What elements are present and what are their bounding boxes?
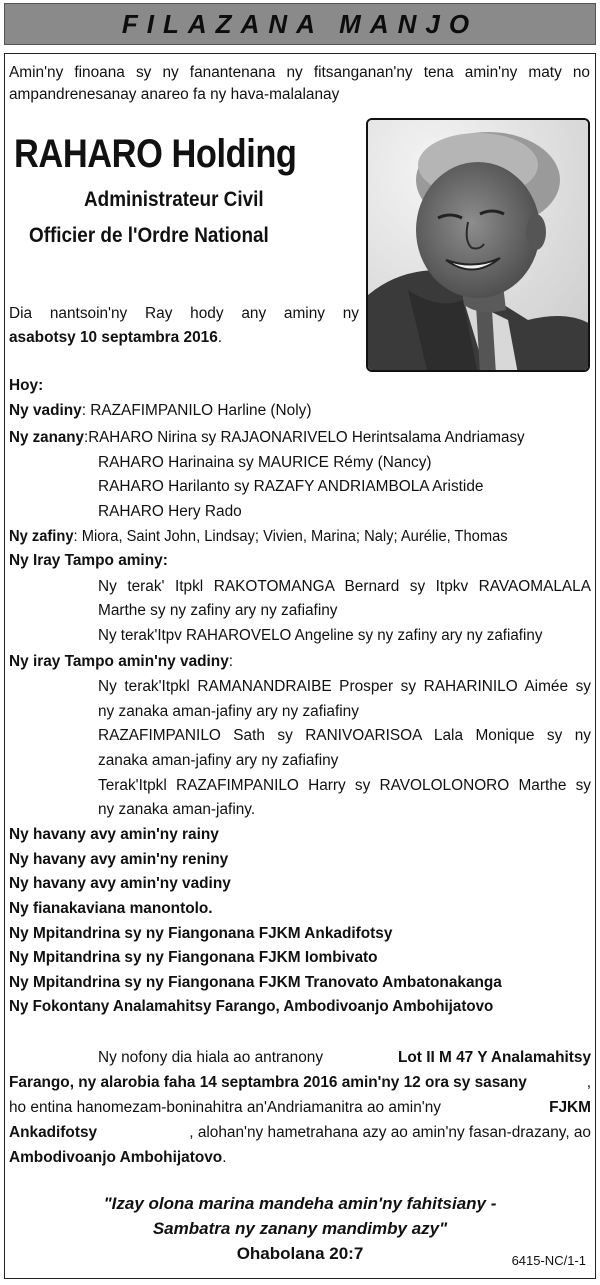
zanany-item: RAHARO Harilanto sy RAZAFY ANDRIAMBOLA Aristide <box>98 478 484 495</box>
iray-tampo-vadiny-item: ny zanaka aman-jafiny. <box>98 801 256 818</box>
funeral-burial: , alohan'ny hametrahana azy ao amin'ny fasan-drazany, ao <box>189 1124 591 1141</box>
zanany-item: :RAHARO Nirina sy RAJAONARIVELO Herintsalama Andriamasy <box>83 429 525 446</box>
funeral-line-5 <box>9 1146 226 1171</box>
funeral-line-1 <box>98 1046 591 1071</box>
iray-tampo-colon: : <box>162 552 168 569</box>
quote-reference: Ohabolana 20:7 <box>236 1244 364 1263</box>
notice-code: 6415-NC/1-1 <box>511 1253 586 1268</box>
funeral-date-time: Farango, ny alarobia faha 14 septambra 2016 amin'ny 12 ora sy sasany <box>9 1074 527 1091</box>
other-family-item: Ny Fokontany Analamahitsy Farango, Ambodivoanjo Ambohijatovo <box>9 998 494 1015</box>
death-date-line <box>9 326 222 351</box>
header-banner <box>4 3 596 45</box>
other-family-item: Ny Mpitandrina sy ny Fiangonana FJKM Iombivato <box>9 949 378 966</box>
other-family-item: Ny Mpitandrina sy ny Fiangonana FJKM Tranovato Ambatonakanga <box>9 974 502 991</box>
other-family-item: Ny havany avy amin'ny rainy <box>9 826 219 843</box>
iray-tampo-vadiny-item: Ny terak'Itpkl RAMANANDRAIBE Prosper sy RAHARINILO Aimée sy <box>98 678 591 695</box>
zanany-label: Ny zanany <box>9 429 84 446</box>
vadiny-line <box>9 399 311 424</box>
iray-tampo-vadiny-item: zanaka aman-jafiny ary ny zafiafiny <box>98 752 339 769</box>
funeral-purpose: ho entina hanomezam-boninahitra an'Andriamanitra ao amin'ny <box>9 1099 441 1116</box>
iray-tampo-vadiny-item: ny zanaka aman-jafiny ary ny zafiafiny <box>98 703 359 720</box>
iray-tampo-vadiny-item: RAZAFIMPANILO Sath sy RANIVOARISOA Lala Monique sy ny <box>98 727 591 744</box>
death-date-end: . <box>217 329 223 346</box>
portrait-photo <box>366 118 590 372</box>
header-title: FILAZANA MANJO <box>121 8 479 39</box>
funeral-burial-place: Ambodivoanjo Ambohijatovo <box>9 1149 223 1166</box>
deceased-name: RAHARO Holding <box>14 132 297 176</box>
hoy-label: Hoy: <box>9 377 44 394</box>
funeral-line-4 <box>9 1121 591 1146</box>
funeral-church-2: Ankadifotsy <box>9 1124 98 1141</box>
funeral-date-end: , <box>586 1074 591 1091</box>
deceased-title-1: Administrateur Civil <box>84 188 264 211</box>
funeral-location: Lot II M 47 Y Analamahitsy <box>397 1049 591 1066</box>
funeral-end: . <box>222 1149 227 1166</box>
death-line-1: Dia nantsoin'ny Ray hody any aminy ny <box>9 305 359 322</box>
intro-line-1: Amin'ny finoana sy ny fanantenana ny fitsanganan'ny tena amin'ny maty no <box>9 64 590 81</box>
iray-tampo-item: Marthe sy ny zafiny ary ny zafiafiny <box>98 602 338 619</box>
iray-tampo-vadiny-heading <box>9 650 233 675</box>
death-date: asabotsy 10 septambra 2016 <box>9 329 218 346</box>
vadiny-label: Ny vadiny <box>9 402 82 419</box>
funeral-church-1: FJKM <box>549 1099 591 1116</box>
zafiny-label: Ny zafiny <box>9 528 74 545</box>
iray-tampo-heading <box>9 549 168 574</box>
portrait-photo-image <box>368 120 590 372</box>
funeral-intro: Ny nofony dia hiala ao antranony <box>98 1049 324 1066</box>
funeral-line-2 <box>9 1071 591 1096</box>
iray-tampo-vadiny-item: Terak'Itpkl RAZAFIMPANILO Harry sy RAVOLOLONORO Marthe sy <box>98 777 591 794</box>
iray-tampo-label: Ny Iray Tampo aminy <box>9 552 163 569</box>
other-family-item: Ny fianakaviana manontolo. <box>9 900 213 917</box>
intro-line-2: ampandrenesanay anareo fa ny hava-malalanay <box>9 86 340 103</box>
zanany-line-1 <box>9 426 525 451</box>
funeral-line-3 <box>9 1096 591 1121</box>
deceased-title-2: Officier de l'Ordre National <box>29 224 269 247</box>
zanany-item: RAHARO Harinaina sy MAURICE Rémy (Nancy) <box>98 454 432 471</box>
zafiny-value: : Miora, Saint John, Lindsay; Vivien, Marina; Naly; Aurélie, Thomas <box>73 528 508 545</box>
quote-line-2: Sambatra ny zanany mandimby azy" <box>152 1219 448 1238</box>
other-family-item: Ny Mpitandrina sy ny Fiangonana FJKM Ankadifotsy <box>9 925 393 942</box>
iray-tampo-item: Ny terak' Itpkl RAKOTOMANGA Bernard sy Itpkv RAVAOMALALA <box>98 578 591 595</box>
other-family-item: Ny havany avy amin'ny reniny <box>9 851 229 868</box>
quote-line-1: "Izay olona marina mandeha amin'ny fahitsiany - <box>103 1194 497 1213</box>
other-family-item: Ny havany avy amin'ny vadiny <box>9 875 231 892</box>
iray-tampo-vadiny-label: Ny iray Tampo amin'ny vadiny <box>9 653 229 670</box>
iray-tampo-vadiny-colon: : <box>228 653 234 670</box>
iray-tampo-item: Ny terak'Itpv RAHAROVELO Angeline sy ny zafiny ary ny zafiafiny <box>98 627 543 644</box>
zanany-item: RAHARO Hery Rado <box>98 503 242 520</box>
zafiny-line <box>9 525 508 550</box>
vadiny-value: : RAZAFIMPANILO Harline (Noly) <box>81 402 312 419</box>
